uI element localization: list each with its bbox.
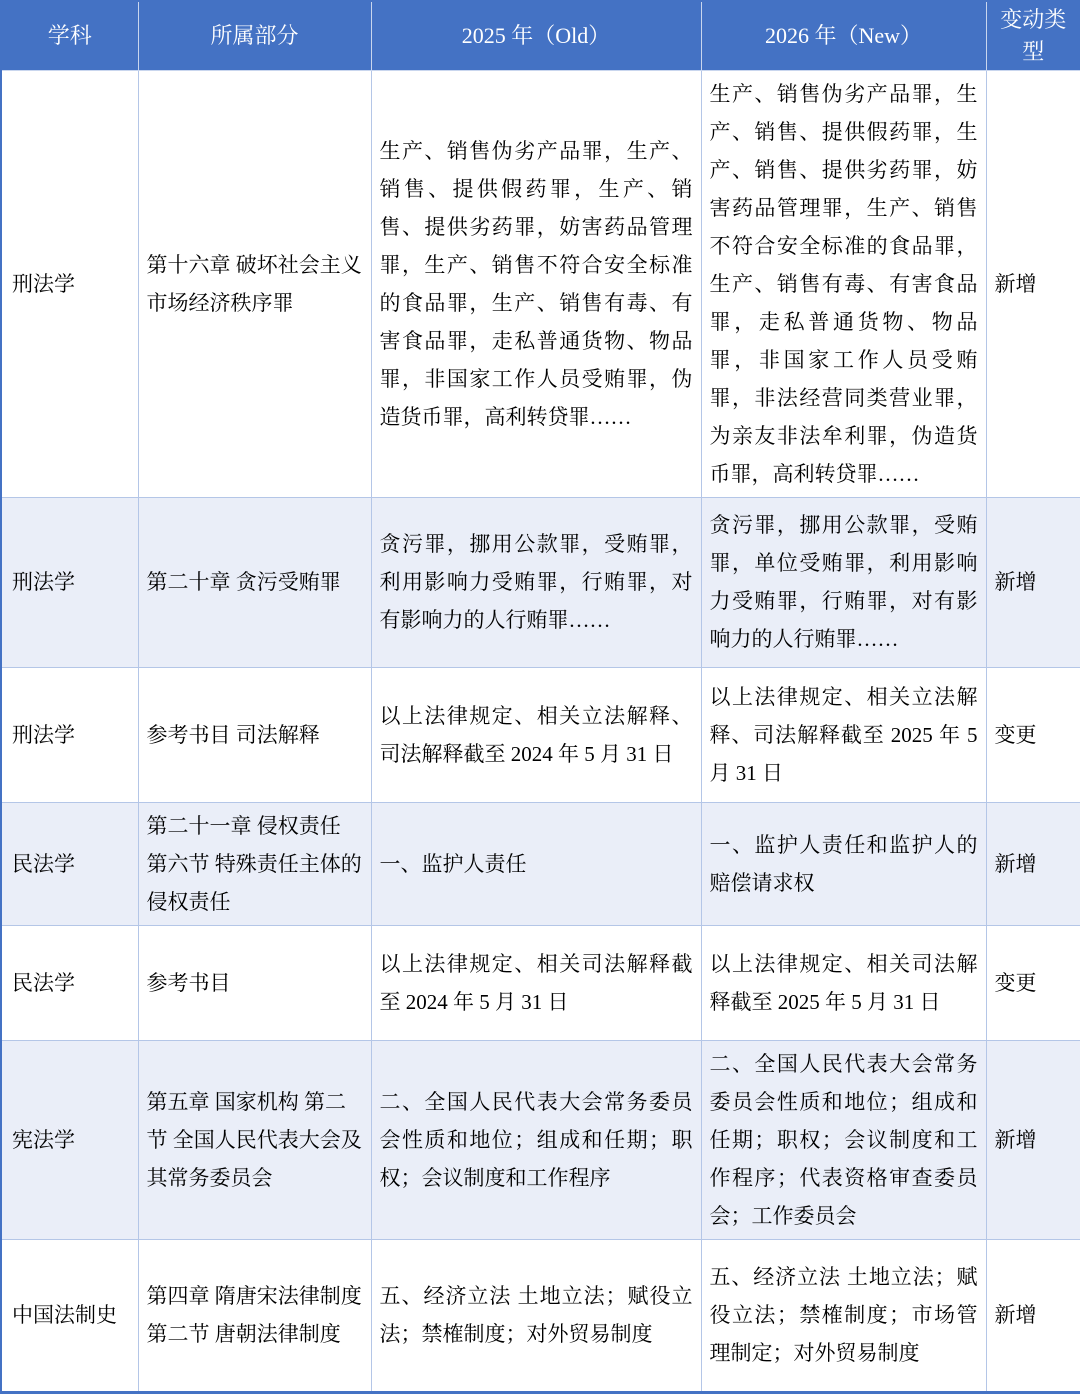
cell-subject: 民法学	[1, 925, 138, 1040]
cell-section: 第五章 国家机构 第二节 全国人民代表大会及其常务委员会	[138, 1040, 371, 1239]
header-row	[1, 1, 1080, 70]
cell-subject: 中国法制史	[1, 1239, 138, 1392]
cell-change: 新增	[986, 1040, 1080, 1239]
table-row	[1, 497, 1080, 667]
cell-section: 参考书目 司法解释	[138, 667, 371, 802]
cell-old: 五、经济立法 土地立法；赋役立法；禁榷制度；对外贸易制度	[371, 1239, 701, 1392]
cell-section: 第二十一章 侵权责任 第六节 特殊责任主体的侵权责任	[138, 802, 371, 925]
cell-section: 第二十章 贪污受贿罪	[138, 497, 371, 667]
col-header-subject: 学科	[1, 1, 138, 70]
cell-old: 一、监护人责任	[371, 802, 701, 925]
cell-old: 生产、销售伪劣产品罪，生产、销售、提供假药罪，生产、销售、提供劣药罪，妨害药品管理罪，生产、销售不符合安全标准的食品罪，生产、销售有毒、有害食品罪，走私普通货物、物品罪，非国家工作人员受贿罪，伪造货币罪，高利转贷罪……	[371, 70, 701, 497]
table-row	[1, 1040, 1080, 1239]
table-row	[1, 1239, 1080, 1392]
col-header-old: 2025 年（Old）	[371, 1, 701, 70]
cell-old: 以上法律规定、相关司法解释截至 2024 年 5 月 31 日	[371, 925, 701, 1040]
col-header-section: 所属部分	[138, 1, 371, 70]
cell-old: 贪污罪，挪用公款罪，受贿罪，利用影响力受贿罪，行贿罪，对有影响力的人行贿罪……	[371, 497, 701, 667]
cell-new: 二、全国人民代表大会常务委员会性质和地位；组成和任期；职权；会议制度和工作程序；代表资格审查委员会；工作委员会	[701, 1040, 986, 1239]
table-header	[1, 1, 1080, 70]
cell-subject: 民法学	[1, 802, 138, 925]
col-header-new: 2026 年（New）	[701, 1, 986, 70]
cell-change: 新增	[986, 1239, 1080, 1392]
cell-new: 以上法律规定、相关司法解释截至 2025 年 5 月 31 日	[701, 925, 986, 1040]
cell-change: 变更	[986, 667, 1080, 802]
table-body	[1, 70, 1080, 1392]
col-header-change: 变动类型	[986, 1, 1080, 70]
table-row	[1, 925, 1080, 1040]
table-row	[1, 667, 1080, 802]
cell-new: 以上法律规定、相关立法解释、司法解释截至 2025 年 5 月 31 日	[701, 667, 986, 802]
cell-change: 变更	[986, 925, 1080, 1040]
cell-new: 贪污罪，挪用公款罪，受贿罪，单位受贿罪，利用影响力受贿罪，行贿罪，对有影响力的人行贿罪……	[701, 497, 986, 667]
cell-change: 新增	[986, 497, 1080, 667]
cell-section: 第十六章 破坏社会主义市场经济秩序罪	[138, 70, 371, 497]
cell-old: 二、全国人民代表大会常务委员会性质和地位；组成和任期；职权；会议制度和工作程序	[371, 1040, 701, 1239]
cell-old: 以上法律规定、相关立法解释、司法解释截至 2024 年 5 月 31 日	[371, 667, 701, 802]
cell-new: 生产、销售伪劣产品罪，生产、销售、提供假药罪，生产、销售、提供劣药罪，妨害药品管理罪，生产、销售不符合安全标准的食品罪，生产、销售有毒、有害食品罪，走私普通货物、物品罪，非国家工作人员受贿罪，非法经营同类营业罪，为亲友非法牟利罪，伪造货币罪，高利转贷罪……	[701, 70, 986, 497]
table-row	[1, 802, 1080, 925]
cell-new: 一、监护人责任和监护人的赔偿请求权	[701, 802, 986, 925]
cell-section: 第四章 隋唐宋法律制度 第二节 唐朝法律制度	[138, 1239, 371, 1392]
table-row	[1, 70, 1080, 497]
cell-subject: 宪法学	[1, 1040, 138, 1239]
cell-subject: 刑法学	[1, 667, 138, 802]
cell-subject: 刑法学	[1, 70, 138, 497]
cell-change: 新增	[986, 802, 1080, 925]
cell-change: 新增	[986, 70, 1080, 497]
cell-subject: 刑法学	[1, 497, 138, 667]
cell-section: 参考书目	[138, 925, 371, 1040]
cell-new: 五、经济立法 土地立法；赋役立法；禁榷制度；市场管理制定；对外贸易制度	[701, 1239, 986, 1392]
